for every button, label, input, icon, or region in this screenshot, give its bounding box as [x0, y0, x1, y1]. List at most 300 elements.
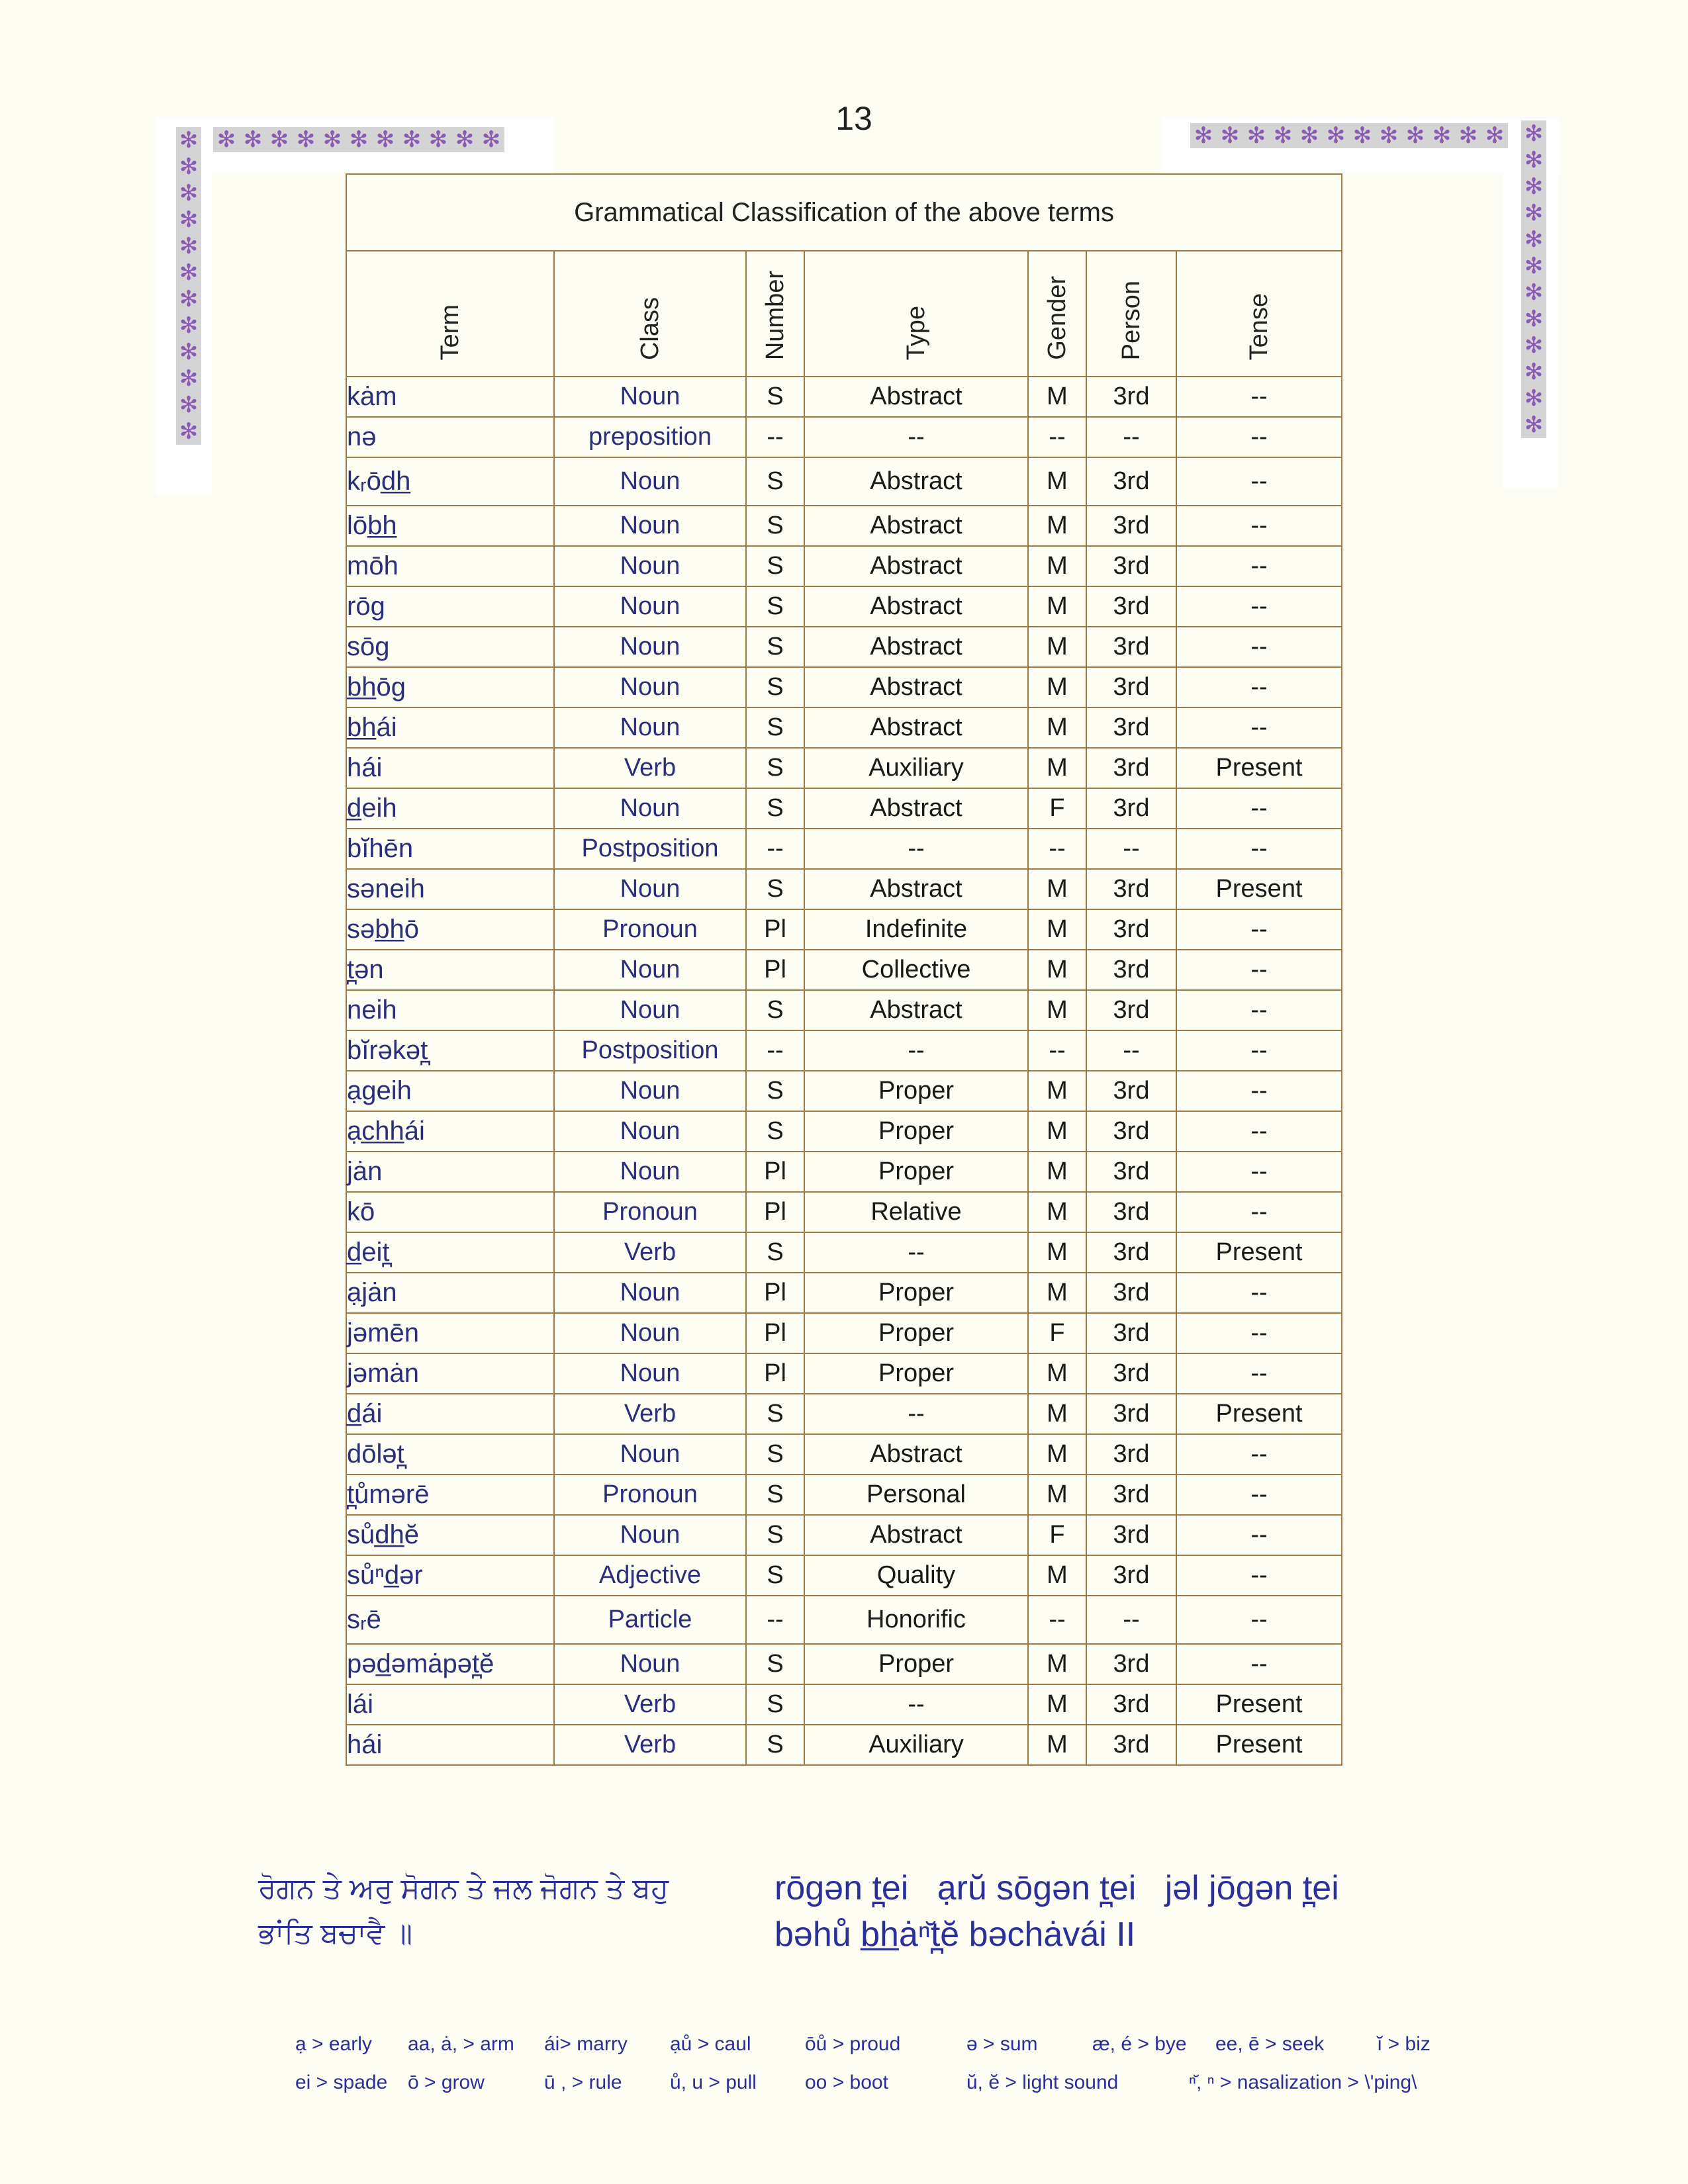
flower-icon: ✻ — [179, 154, 199, 180]
cell-type: Indefinite — [804, 909, 1028, 950]
cell-number: S — [746, 667, 804, 707]
cell-person: 3rd — [1086, 457, 1176, 506]
flower-icon: ✻ — [1524, 200, 1544, 226]
cell-gender: M — [1028, 667, 1086, 707]
cell-term: ạc̲h̲h̲ái — [346, 1111, 554, 1152]
cell-term: ạgeih — [346, 1071, 554, 1111]
cell-tense: -- — [1176, 707, 1342, 748]
cell-type: Collective — [804, 950, 1028, 990]
cell-class: Noun — [554, 1111, 746, 1152]
cell-type: -- — [804, 1684, 1028, 1725]
flower-icon: ✻ — [1524, 279, 1544, 306]
cell-gender: M — [1028, 1353, 1086, 1394]
flower-icon: ✻ — [1273, 122, 1293, 149]
cell-class: Noun — [554, 1152, 746, 1192]
cell-class: Verb — [554, 748, 746, 788]
cell-class: Noun — [554, 667, 746, 707]
cell-type: Abstract — [804, 788, 1028, 829]
cell-person: 3rd — [1086, 1071, 1176, 1111]
flower-icon: ✻ — [1524, 120, 1544, 147]
column-header-type — [804, 251, 1028, 377]
cell-gender: M — [1028, 748, 1086, 788]
cell-type: Abstract — [804, 1434, 1028, 1475]
cell-gender: F — [1028, 1313, 1086, 1353]
cell-tense: -- — [1176, 1644, 1342, 1684]
cell-tense: -- — [1176, 1273, 1342, 1313]
column-header-label: Number — [761, 270, 789, 360]
flower-icon: ✻ — [179, 392, 199, 418]
cell-type: Abstract — [804, 457, 1028, 506]
cell-term: dōlət̪ — [346, 1434, 554, 1475]
key-entry: aa, ȧ, > arm — [408, 2033, 514, 2055]
cell-tense: -- — [1176, 506, 1342, 546]
flower-icon: ✻ — [179, 418, 199, 445]
table-row — [346, 1644, 1342, 1684]
verse-punjabi — [258, 1866, 735, 1956]
flower-icon: ✻ — [1524, 306, 1544, 332]
cell-class: Noun — [554, 990, 746, 1030]
cell-gender: F — [1028, 1515, 1086, 1555]
verse-transliteration-line-1: rōgən t̪ei ạrŭ sōgən t̪ei jəl jōgən t̪ei — [774, 1869, 1339, 1907]
cell-class: Verb — [554, 1394, 746, 1434]
cell-class: Noun — [554, 1434, 746, 1475]
key-entry: oo > boot — [805, 2071, 888, 2093]
flower-icon: ✻ — [1524, 412, 1544, 438]
flower-icon: ✻ — [1524, 147, 1544, 173]
column-header-tense — [1176, 251, 1342, 377]
cell-tense: -- — [1176, 1111, 1342, 1152]
flower-icon: ✻ — [1458, 122, 1478, 149]
cell-class: Particle — [554, 1596, 746, 1644]
cell-person: 3rd — [1086, 1515, 1176, 1555]
table-row — [346, 1313, 1342, 1353]
key-entry: ee, ē > seek — [1215, 2033, 1325, 2055]
cell-term: mōh — [346, 546, 554, 586]
cell-number: S — [746, 627, 804, 667]
cell-term: sůd̲h̲ĕ — [346, 1515, 554, 1555]
cell-number: Pl — [746, 1313, 804, 1353]
cell-number: S — [746, 788, 804, 829]
flower-icon: ✻ — [179, 312, 199, 339]
cell-class: Noun — [554, 506, 746, 546]
cell-term: pəd̲əmȧpət̪ĕ — [346, 1644, 554, 1684]
cell-gender: M — [1028, 1555, 1086, 1596]
verse-punjabi-line-2: ਭਾਂਤਿ ਬਚਾਵੈ ॥ — [258, 1917, 413, 1950]
cell-class: preposition — [554, 417, 746, 457]
cell-class: Noun — [554, 627, 746, 667]
cell-term: ạjȧn — [346, 1273, 554, 1313]
cell-person: 3rd — [1086, 1725, 1176, 1765]
table-row — [346, 909, 1342, 950]
cell-number: S — [746, 1071, 804, 1111]
cell-number: S — [746, 1684, 804, 1725]
table-row — [346, 377, 1342, 417]
decor-border-left — [176, 127, 201, 445]
cell-number: -- — [746, 1596, 804, 1644]
cell-type: Honorific — [804, 1596, 1028, 1644]
cell-term: sůⁿd̲ər — [346, 1555, 554, 1596]
cell-term: bĭhēn — [346, 829, 554, 869]
cell-tense: -- — [1176, 1515, 1342, 1555]
cell-number: S — [746, 707, 804, 748]
flower-icon: ✻ — [1524, 253, 1544, 279]
cell-number: -- — [746, 829, 804, 869]
cell-type: Abstract — [804, 506, 1028, 546]
cell-person: 3rd — [1086, 1111, 1176, 1152]
cell-person: 3rd — [1086, 1394, 1176, 1434]
table-row — [346, 869, 1342, 909]
key-entry: ạů > caul — [670, 2033, 751, 2055]
cell-gender: M — [1028, 546, 1086, 586]
table-row — [346, 1394, 1342, 1434]
cell-term: səneih — [346, 869, 554, 909]
cell-type: -- — [804, 1030, 1028, 1071]
cell-person: 3rd — [1086, 869, 1176, 909]
cell-tense: -- — [1176, 1475, 1342, 1515]
table-row — [346, 1555, 1342, 1596]
cell-term: b̲h̲ái — [346, 707, 554, 748]
decor-border-top-right — [1190, 123, 1508, 148]
cell-person: 3rd — [1086, 1313, 1176, 1353]
table-row — [346, 1232, 1342, 1273]
cell-type: Personal — [804, 1475, 1028, 1515]
key-entry: ĭ > biz — [1377, 2033, 1430, 2055]
cell-number: S — [746, 1644, 804, 1684]
cell-tense: -- — [1176, 1353, 1342, 1394]
cell-tense: -- — [1176, 1152, 1342, 1192]
cell-gender: M — [1028, 990, 1086, 1030]
cell-gender: -- — [1028, 1030, 1086, 1071]
flower-icon: ✻ — [1524, 385, 1544, 412]
cell-gender: M — [1028, 377, 1086, 417]
cell-gender: -- — [1028, 417, 1086, 457]
cell-gender: M — [1028, 1152, 1086, 1192]
cell-number: S — [746, 1434, 804, 1475]
cell-type: Abstract — [804, 377, 1028, 417]
flower-icon: ✻ — [455, 126, 475, 153]
table-row — [346, 990, 1342, 1030]
cell-number: Pl — [746, 950, 804, 990]
cell-class: Noun — [554, 950, 746, 990]
cell-person: -- — [1086, 1030, 1176, 1071]
cell-class: Noun — [554, 788, 746, 829]
cell-term: lái — [346, 1684, 554, 1725]
cell-gender: M — [1028, 1232, 1086, 1273]
cell-person: 3rd — [1086, 377, 1176, 417]
cell-class: Pronoun — [554, 1475, 746, 1515]
flower-icon: ✻ — [1220, 122, 1240, 149]
cell-person: 3rd — [1086, 627, 1176, 667]
cell-class: Pronoun — [554, 1192, 746, 1232]
flower-icon: ✻ — [296, 126, 316, 153]
key-entry: æ, é > bye — [1092, 2033, 1187, 2055]
key-entry: ů, u > pull — [670, 2071, 757, 2093]
cell-class: Verb — [554, 1684, 746, 1725]
cell-gender: M — [1028, 457, 1086, 506]
cell-gender: M — [1028, 1394, 1086, 1434]
table-row — [346, 506, 1342, 546]
cell-term: d̲eit̪ — [346, 1232, 554, 1273]
key-entry: ei > spade — [295, 2071, 388, 2093]
cell-tense: -- — [1176, 627, 1342, 667]
cell-number: S — [746, 1725, 804, 1765]
key-entry: ái> marry — [544, 2033, 628, 2055]
cell-term: hái — [346, 1725, 554, 1765]
flower-icon: ✻ — [428, 126, 448, 153]
cell-class: Noun — [554, 1515, 746, 1555]
cell-gender: M — [1028, 1684, 1086, 1725]
cell-type: Abstract — [804, 627, 1028, 667]
flower-icon: ✻ — [1352, 122, 1372, 149]
flower-icon: ✻ — [1299, 122, 1319, 149]
flower-icon: ✻ — [1379, 122, 1399, 149]
cell-term: sōg — [346, 627, 554, 667]
cell-term: rōg — [346, 586, 554, 627]
cell-person: 3rd — [1086, 748, 1176, 788]
cell-tense: -- — [1176, 417, 1342, 457]
column-header-label: Tense — [1244, 293, 1273, 360]
flower-icon: ✻ — [375, 126, 395, 153]
table-row — [346, 1192, 1342, 1232]
flower-icon: ✻ — [1194, 122, 1213, 149]
cell-person: -- — [1086, 829, 1176, 869]
cell-number: -- — [746, 1030, 804, 1071]
cell-class: Verb — [554, 1725, 746, 1765]
cell-person: 3rd — [1086, 950, 1176, 990]
key-entry: ō > grow — [408, 2071, 485, 2093]
cell-class: Noun — [554, 586, 746, 627]
cell-person: 3rd — [1086, 1192, 1176, 1232]
cell-type: Proper — [804, 1353, 1028, 1394]
cell-type: Proper — [804, 1273, 1028, 1313]
flower-icon: ✻ — [179, 286, 199, 312]
table-caption: Grammatical Classification of the above terms — [346, 174, 1342, 251]
cell-gender: F — [1028, 788, 1086, 829]
cell-class: Noun — [554, 1071, 746, 1111]
flower-icon: ✻ — [402, 126, 422, 153]
cell-type: Abstract — [804, 707, 1028, 748]
cell-number: S — [746, 1475, 804, 1515]
cell-number: S — [746, 1555, 804, 1596]
cell-class: Noun — [554, 707, 746, 748]
cell-person: 3rd — [1086, 1684, 1176, 1725]
cell-gender: M — [1028, 627, 1086, 667]
table-row — [346, 667, 1342, 707]
cell-type: Auxiliary — [804, 1725, 1028, 1765]
table-row — [346, 1515, 1342, 1555]
cell-gender: M — [1028, 869, 1086, 909]
table-row — [346, 457, 1342, 506]
cell-class: Postposition — [554, 829, 746, 869]
table-row — [346, 586, 1342, 627]
cell-number: S — [746, 377, 804, 417]
cell-tense: -- — [1176, 788, 1342, 829]
table-row — [346, 546, 1342, 586]
key-entry: ⁿ̆, ⁿ > nasalization > \'ping\ — [1189, 2071, 1417, 2093]
flower-icon: ✻ — [179, 127, 199, 154]
cell-class: Adjective — [554, 1555, 746, 1596]
cell-type: Abstract — [804, 546, 1028, 586]
grammar-table — [346, 173, 1342, 1766]
page-number: 13 — [835, 100, 872, 137]
flower-icon: ✻ — [179, 259, 199, 286]
column-header-class — [554, 251, 746, 377]
key-entry: ạ > early — [295, 2033, 372, 2055]
cell-person: 3rd — [1086, 506, 1176, 546]
cell-type: -- — [804, 1232, 1028, 1273]
flower-icon: ✻ — [1485, 122, 1505, 149]
cell-type: Abstract — [804, 586, 1028, 627]
cell-person: 3rd — [1086, 990, 1176, 1030]
cell-term: sᵣē — [346, 1596, 554, 1644]
column-header-gender — [1028, 251, 1086, 377]
table-row — [346, 1725, 1342, 1765]
cell-class: Pronoun — [554, 909, 746, 950]
table-row — [346, 1434, 1342, 1475]
cell-number: Pl — [746, 1152, 804, 1192]
flower-icon: ✻ — [1524, 332, 1544, 359]
cell-person: -- — [1086, 417, 1176, 457]
cell-gender: -- — [1028, 829, 1086, 869]
cell-class: Verb — [554, 1232, 746, 1273]
cell-gender: M — [1028, 909, 1086, 950]
column-header-person — [1086, 251, 1176, 377]
cell-tense: Present — [1176, 748, 1342, 788]
cell-term: hái — [346, 748, 554, 788]
flower-icon: ✻ — [1326, 122, 1346, 149]
column-header-label: Person — [1117, 280, 1145, 360]
cell-tense: -- — [1176, 829, 1342, 869]
cell-tense: -- — [1176, 1071, 1342, 1111]
flower-icon: ✻ — [243, 126, 263, 153]
cell-number: S — [746, 869, 804, 909]
cell-class: Noun — [554, 1353, 746, 1394]
flower-icon: ✻ — [349, 126, 369, 153]
cell-term: kȧm — [346, 377, 554, 417]
cell-type: Abstract — [804, 667, 1028, 707]
cell-tense: Present — [1176, 1725, 1342, 1765]
flower-icon: ✻ — [481, 126, 501, 153]
table-row — [346, 707, 1342, 748]
cell-gender: M — [1028, 1111, 1086, 1152]
table-row — [346, 1111, 1342, 1152]
cell-gender: M — [1028, 1071, 1086, 1111]
key-entry: ōů > proud — [805, 2033, 901, 2055]
cell-person: 3rd — [1086, 1232, 1176, 1273]
cell-number: Pl — [746, 1192, 804, 1232]
cell-tense: -- — [1176, 909, 1342, 950]
column-header-label: Term — [436, 304, 464, 360]
cell-person: 3rd — [1086, 1353, 1176, 1394]
cell-person: 3rd — [1086, 788, 1176, 829]
cell-term: d̲eih — [346, 788, 554, 829]
cell-number: Pl — [746, 1273, 804, 1313]
cell-class: Noun — [554, 1313, 746, 1353]
cell-term: lōb̲h̲ — [346, 506, 554, 546]
cell-tense: -- — [1176, 1313, 1342, 1353]
cell-number: S — [746, 748, 804, 788]
cell-term: neih — [346, 990, 554, 1030]
cell-type: Proper — [804, 1313, 1028, 1353]
cell-tense: Present — [1176, 1684, 1342, 1725]
table-row — [346, 1273, 1342, 1313]
flower-icon: ✻ — [179, 339, 199, 365]
cell-person: 3rd — [1086, 1555, 1176, 1596]
flower-icon: ✻ — [1405, 122, 1425, 149]
cell-number: Pl — [746, 909, 804, 950]
cell-number: S — [746, 1232, 804, 1273]
cell-gender: M — [1028, 1434, 1086, 1475]
cell-type: -- — [804, 417, 1028, 457]
cell-number: S — [746, 506, 804, 546]
cell-class: Postposition — [554, 1030, 746, 1071]
column-header-number — [746, 251, 804, 377]
cell-number: S — [746, 546, 804, 586]
cell-term: b̲h̲ōg — [346, 667, 554, 707]
cell-gender: M — [1028, 1192, 1086, 1232]
cell-gender: M — [1028, 1725, 1086, 1765]
cell-number: S — [746, 990, 804, 1030]
cell-tense: -- — [1176, 1434, 1342, 1475]
cell-gender: M — [1028, 707, 1086, 748]
cell-gender: M — [1028, 506, 1086, 546]
table-row — [346, 1596, 1342, 1644]
flower-icon: ✻ — [179, 233, 199, 259]
table-row — [346, 627, 1342, 667]
cell-term: t̪ůmərē — [346, 1475, 554, 1515]
column-header-label: Gender — [1043, 276, 1071, 360]
flower-icon: ✻ — [216, 126, 236, 153]
table-row — [346, 1152, 1342, 1192]
cell-type: -- — [804, 1394, 1028, 1434]
cell-tense: -- — [1176, 457, 1342, 506]
cell-person: 3rd — [1086, 546, 1176, 586]
flower-icon: ✻ — [269, 126, 289, 153]
cell-term: bĭrəkət̪ — [346, 1030, 554, 1071]
flower-icon: ✻ — [1524, 359, 1544, 385]
cell-class: Noun — [554, 546, 746, 586]
cell-term: jəmēn — [346, 1313, 554, 1353]
cell-number: Pl — [746, 1353, 804, 1394]
table-row — [346, 950, 1342, 990]
cell-class: Noun — [554, 457, 746, 506]
cell-person: 3rd — [1086, 1644, 1176, 1684]
cell-gender: M — [1028, 1273, 1086, 1313]
column-header-term — [346, 251, 554, 377]
verse-punjabi-line-1: ਰੋਗਨ ਤੇ ਅਰੁ ਸੋਗਨ ਤੇ ਜਲ ਜੋਗਨ ਤੇ ਬਹੁ — [258, 1872, 669, 1905]
cell-term: d̲ái — [346, 1394, 554, 1434]
column-header-label: Type — [902, 305, 930, 360]
cell-person: 3rd — [1086, 707, 1176, 748]
flower-icon: ✻ — [179, 180, 199, 206]
cell-type: Auxiliary — [804, 748, 1028, 788]
cell-tense: -- — [1176, 377, 1342, 417]
column-header-label: Class — [635, 296, 664, 360]
cell-class: Noun — [554, 1273, 746, 1313]
cell-number: S — [746, 586, 804, 627]
cell-term: t̪ən — [346, 950, 554, 990]
table-row — [346, 417, 1342, 457]
table-row — [346, 1030, 1342, 1071]
table-row — [346, 788, 1342, 829]
cell-type: -- — [804, 829, 1028, 869]
cell-person: 3rd — [1086, 1273, 1176, 1313]
flower-icon: ✻ — [322, 126, 342, 153]
flower-icon: ✻ — [1246, 122, 1266, 149]
key-entry: ū , > rule — [544, 2071, 622, 2093]
decor-border-top-left — [213, 127, 504, 152]
table-row — [346, 1684, 1342, 1725]
